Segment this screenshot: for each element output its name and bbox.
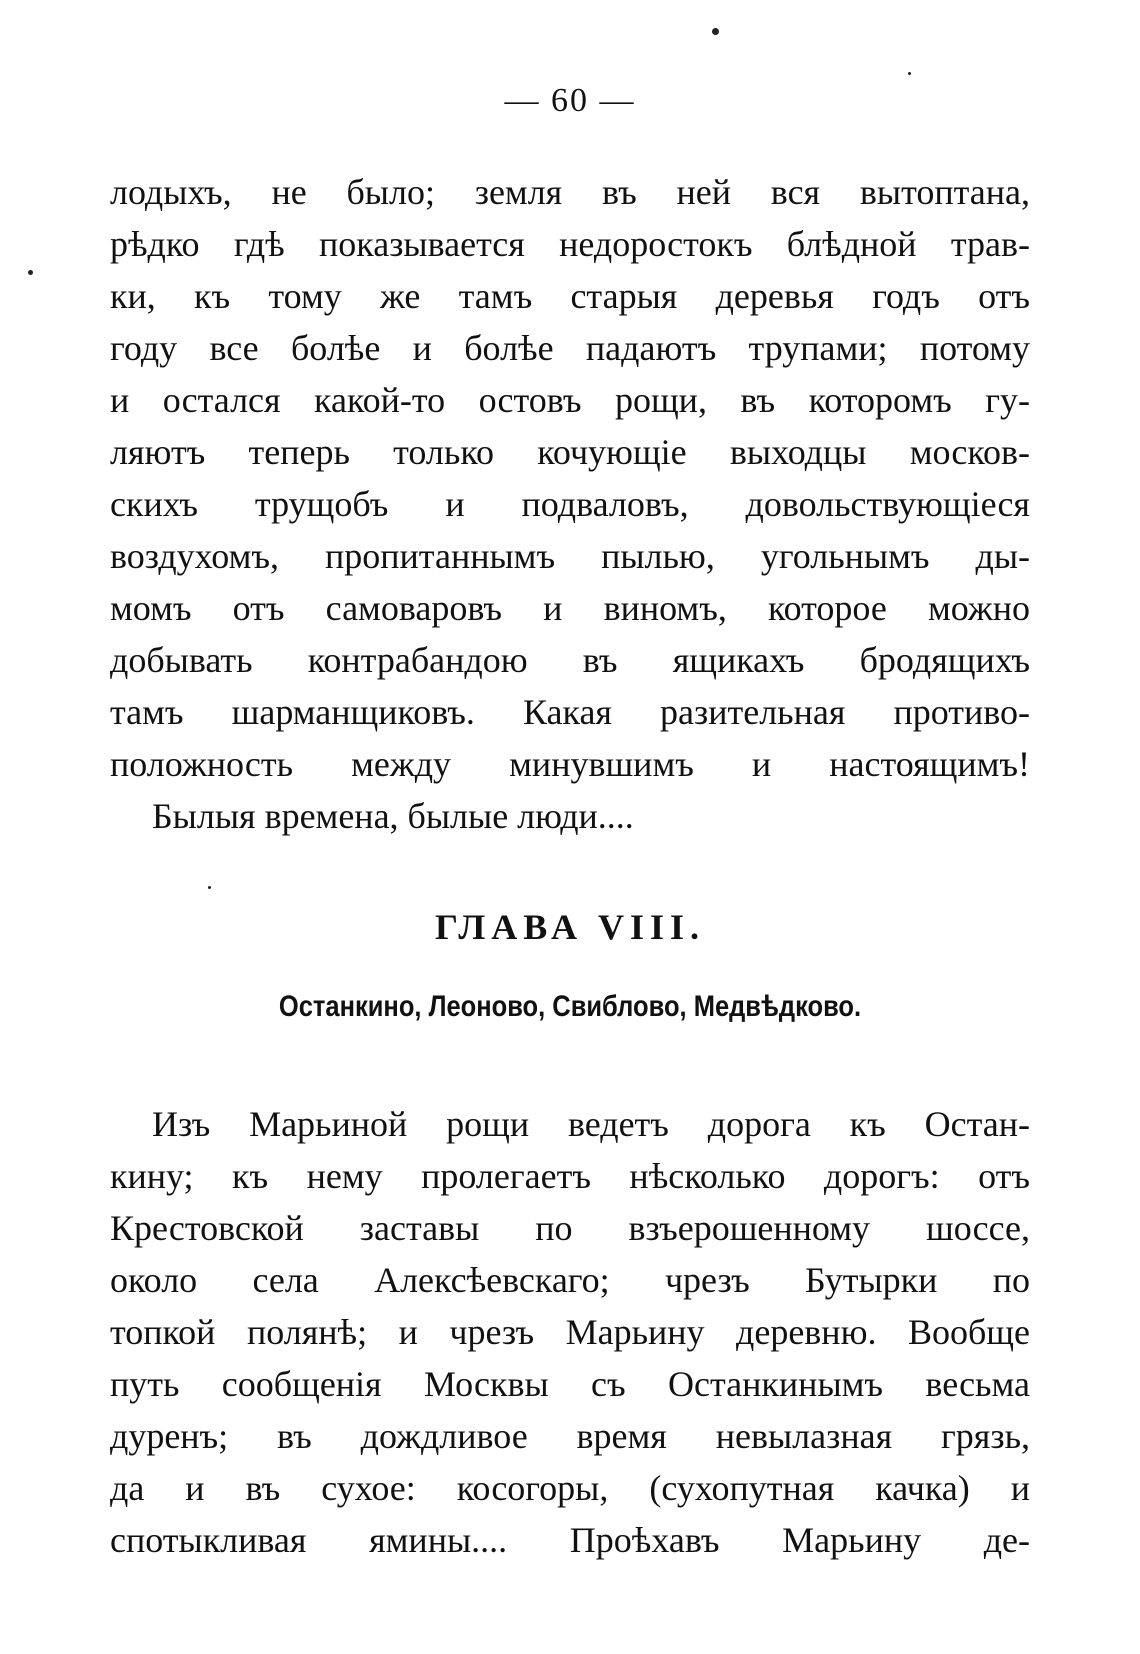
text-line: добывать контрабандою въ ящикахъ бродящихъ: [110, 640, 1030, 680]
page-number: — 60 —: [504, 82, 636, 119]
text-line: рѣдко гдѣ показывается недоростокъ блѣдной трав-: [110, 224, 1030, 264]
text-line: ляютъ теперь только кочующіе выходцы москов-: [110, 432, 1030, 472]
text-line: скихъ трущобъ и подваловъ, довольствующіеся: [110, 484, 1030, 524]
text-line: Крестовской заставы по взъерошенному шоссе,: [110, 1208, 1030, 1248]
text-line-first: Изъ Марьиной рощи ведетъ дорога къ Остан-: [152, 1104, 1030, 1144]
closing-line: Былыя времена, былые люди....: [152, 796, 634, 836]
text-line: да и въ сухое: косогоры, (сухопутная качка) и: [110, 1468, 1030, 1508]
text-line: тамъ шарманщиковъ. Какая разительная противо-: [110, 692, 1030, 732]
scan-speck: [908, 72, 911, 75]
text-line: кину; къ нему пролегаетъ нѣсколько дорогъ: отъ: [110, 1156, 1030, 1196]
scan-speck: [208, 886, 211, 889]
text-line: воздухомъ, пропитаннымъ пылью, угольнымъ ды-: [110, 536, 1030, 576]
text-line: топкой полянѣ; и чрезъ Марьину деревню. Вообще: [110, 1312, 1030, 1352]
text-line: году все болѣе и болѣе падаютъ трупами; потому: [110, 328, 1030, 368]
scan-speck: [28, 270, 33, 275]
paragraph-1: [110, 166, 1030, 842]
scan-speck: [712, 28, 719, 35]
text-line: и остался какой-то остовъ рощи, въ которомъ гу-: [110, 380, 1030, 420]
text-line: путь сообщенія Москвы съ Останкинымъ весьма: [110, 1364, 1030, 1404]
text-line: ки, къ тому же тамъ старыя деревья годъ отъ: [110, 276, 1030, 316]
chapter-subtitle: Останкино, Леоново, Свиблово, Медвѣдково.: [278, 990, 862, 1023]
text-line: дуренъ; въ дождливое время невылазная грязь,: [110, 1416, 1030, 1456]
text-line: около села Алексѣевскаго; чрезъ Бутырки по: [110, 1260, 1030, 1300]
chapter-title: ГЛАВА VIII.: [434, 907, 706, 947]
text-line: лодыхъ, не было; земля въ ней вся вытоптана,: [110, 172, 1030, 212]
text-line: момъ отъ самоваровъ и виномъ, которое можно: [110, 588, 1030, 628]
text-line: положность между минувшимъ и настоящимъ!: [110, 744, 1030, 784]
text-line: спотыкливая ямины.... Проѣхавъ Марьину де-: [110, 1520, 1030, 1560]
paragraph-2: [110, 1098, 1030, 1566]
